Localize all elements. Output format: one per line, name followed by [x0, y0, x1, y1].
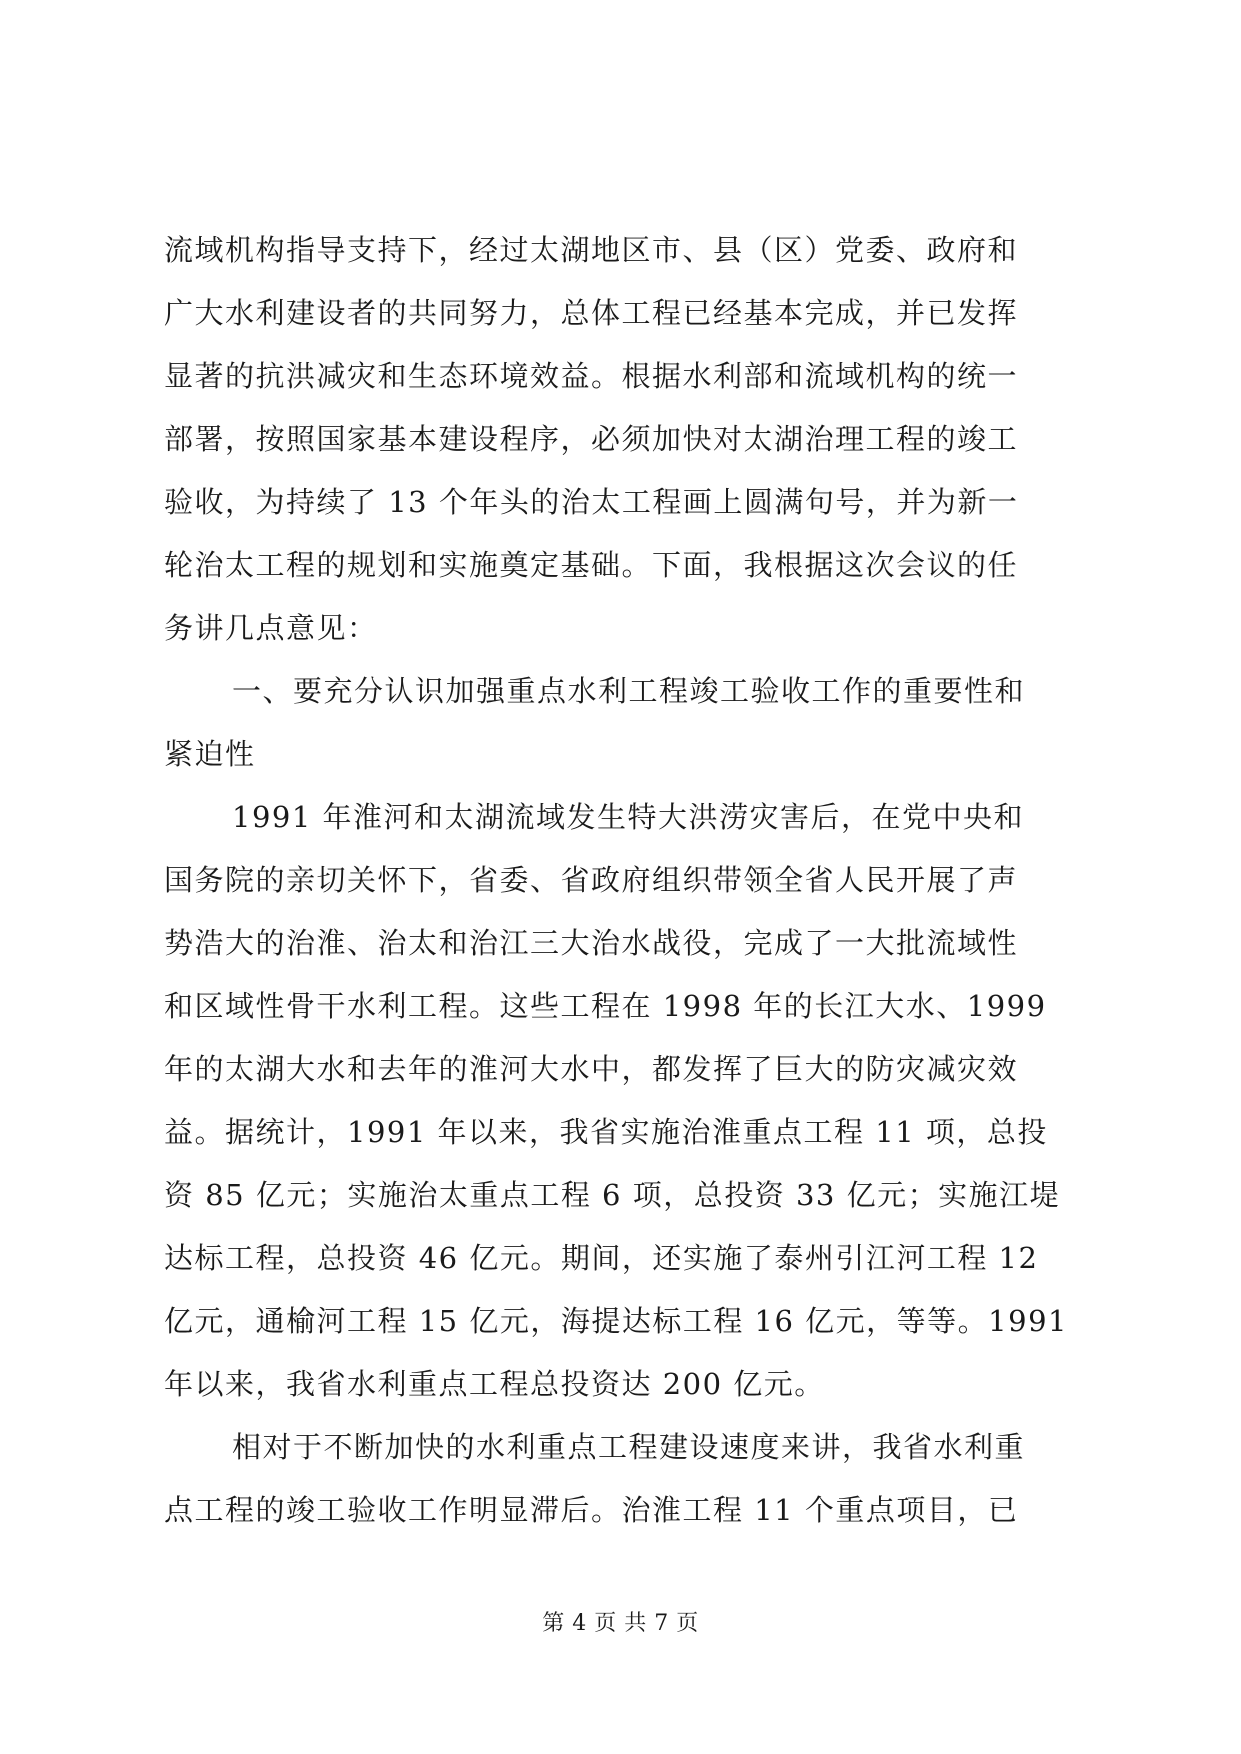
text-line: 一、要充分认识加强重点水利工程竣工验收工作的重要性和 — [232, 674, 1026, 708]
text-line: 势浩大的治淮、治太和治江三大治水战役，完成了一大批流域性 — [164, 926, 1019, 960]
text-line: 显著的抗洪减灾和生态环境效益。根据水利部和流域机构的统一 — [164, 359, 1019, 393]
text-line: 验收，为持续了 13 个年头的治太工程画上圆满句号，并为新一 — [164, 485, 1019, 519]
text-line: 年以来，我省水利重点工程总投资达 200 亿元。 — [164, 1367, 825, 1401]
text-line: 国务院的亲切关怀下，省委、省政府组织带领全省人民开展了声 — [164, 863, 1019, 897]
text-line: 资 85 亿元；实施治太重点工程 6 项，总投资 33 亿元；实施江堤 — [164, 1178, 1061, 1212]
text-line: 年的太湖大水和去年的淮河大水中，都发挥了巨大的防灾减灾效 — [164, 1052, 1019, 1086]
text-line: 相对于不断加快的水利重点工程建设速度来讲，我省水利重 — [232, 1430, 1026, 1464]
text-line: 益。据统计，1991 年以来，我省实施治淮重点工程 11 项，总投 — [164, 1115, 1048, 1149]
text-line: 务讲几点意见： — [164, 611, 378, 645]
text-line: 达标工程，总投资 46 亿元。期间，还实施了泰州引江河工程 12 — [164, 1241, 1039, 1275]
text-line: 紧迫性 — [164, 737, 256, 771]
text-line: 广大水利建设者的共同努力，总体工程已经基本完成，并已发挥 — [164, 296, 1019, 330]
text-line: 亿元，通榆河工程 15 亿元，海提达标工程 16 亿元，等等。1991 — [164, 1304, 1068, 1338]
text-line: 点工程的竣工验收工作明显滞后。治淮工程 11 个重点项目，已 — [164, 1493, 1019, 1527]
page-footer: 第 4 页 共 7 页 — [542, 1611, 699, 1636]
text-line: 1991 年淮河和太湖流域发生特大洪涝灾害后，在党中央和 — [232, 800, 1025, 834]
text-line: 部署，按照国家基本建设程序，必须加快对太湖治理工程的竣工 — [164, 422, 1019, 456]
text-line: 轮治太工程的规划和实施奠定基础。下面，我根据这次会议的任 — [164, 548, 1019, 582]
text-line: 流域机构指导支持下，经过太湖地区市、县（区）党委、政府和 — [164, 233, 1019, 267]
document-body — [164, 232, 1074, 1555]
text-line: 和区域性骨干水利工程。这些工程在 1998 年的长江大水、1999 — [164, 989, 1047, 1023]
